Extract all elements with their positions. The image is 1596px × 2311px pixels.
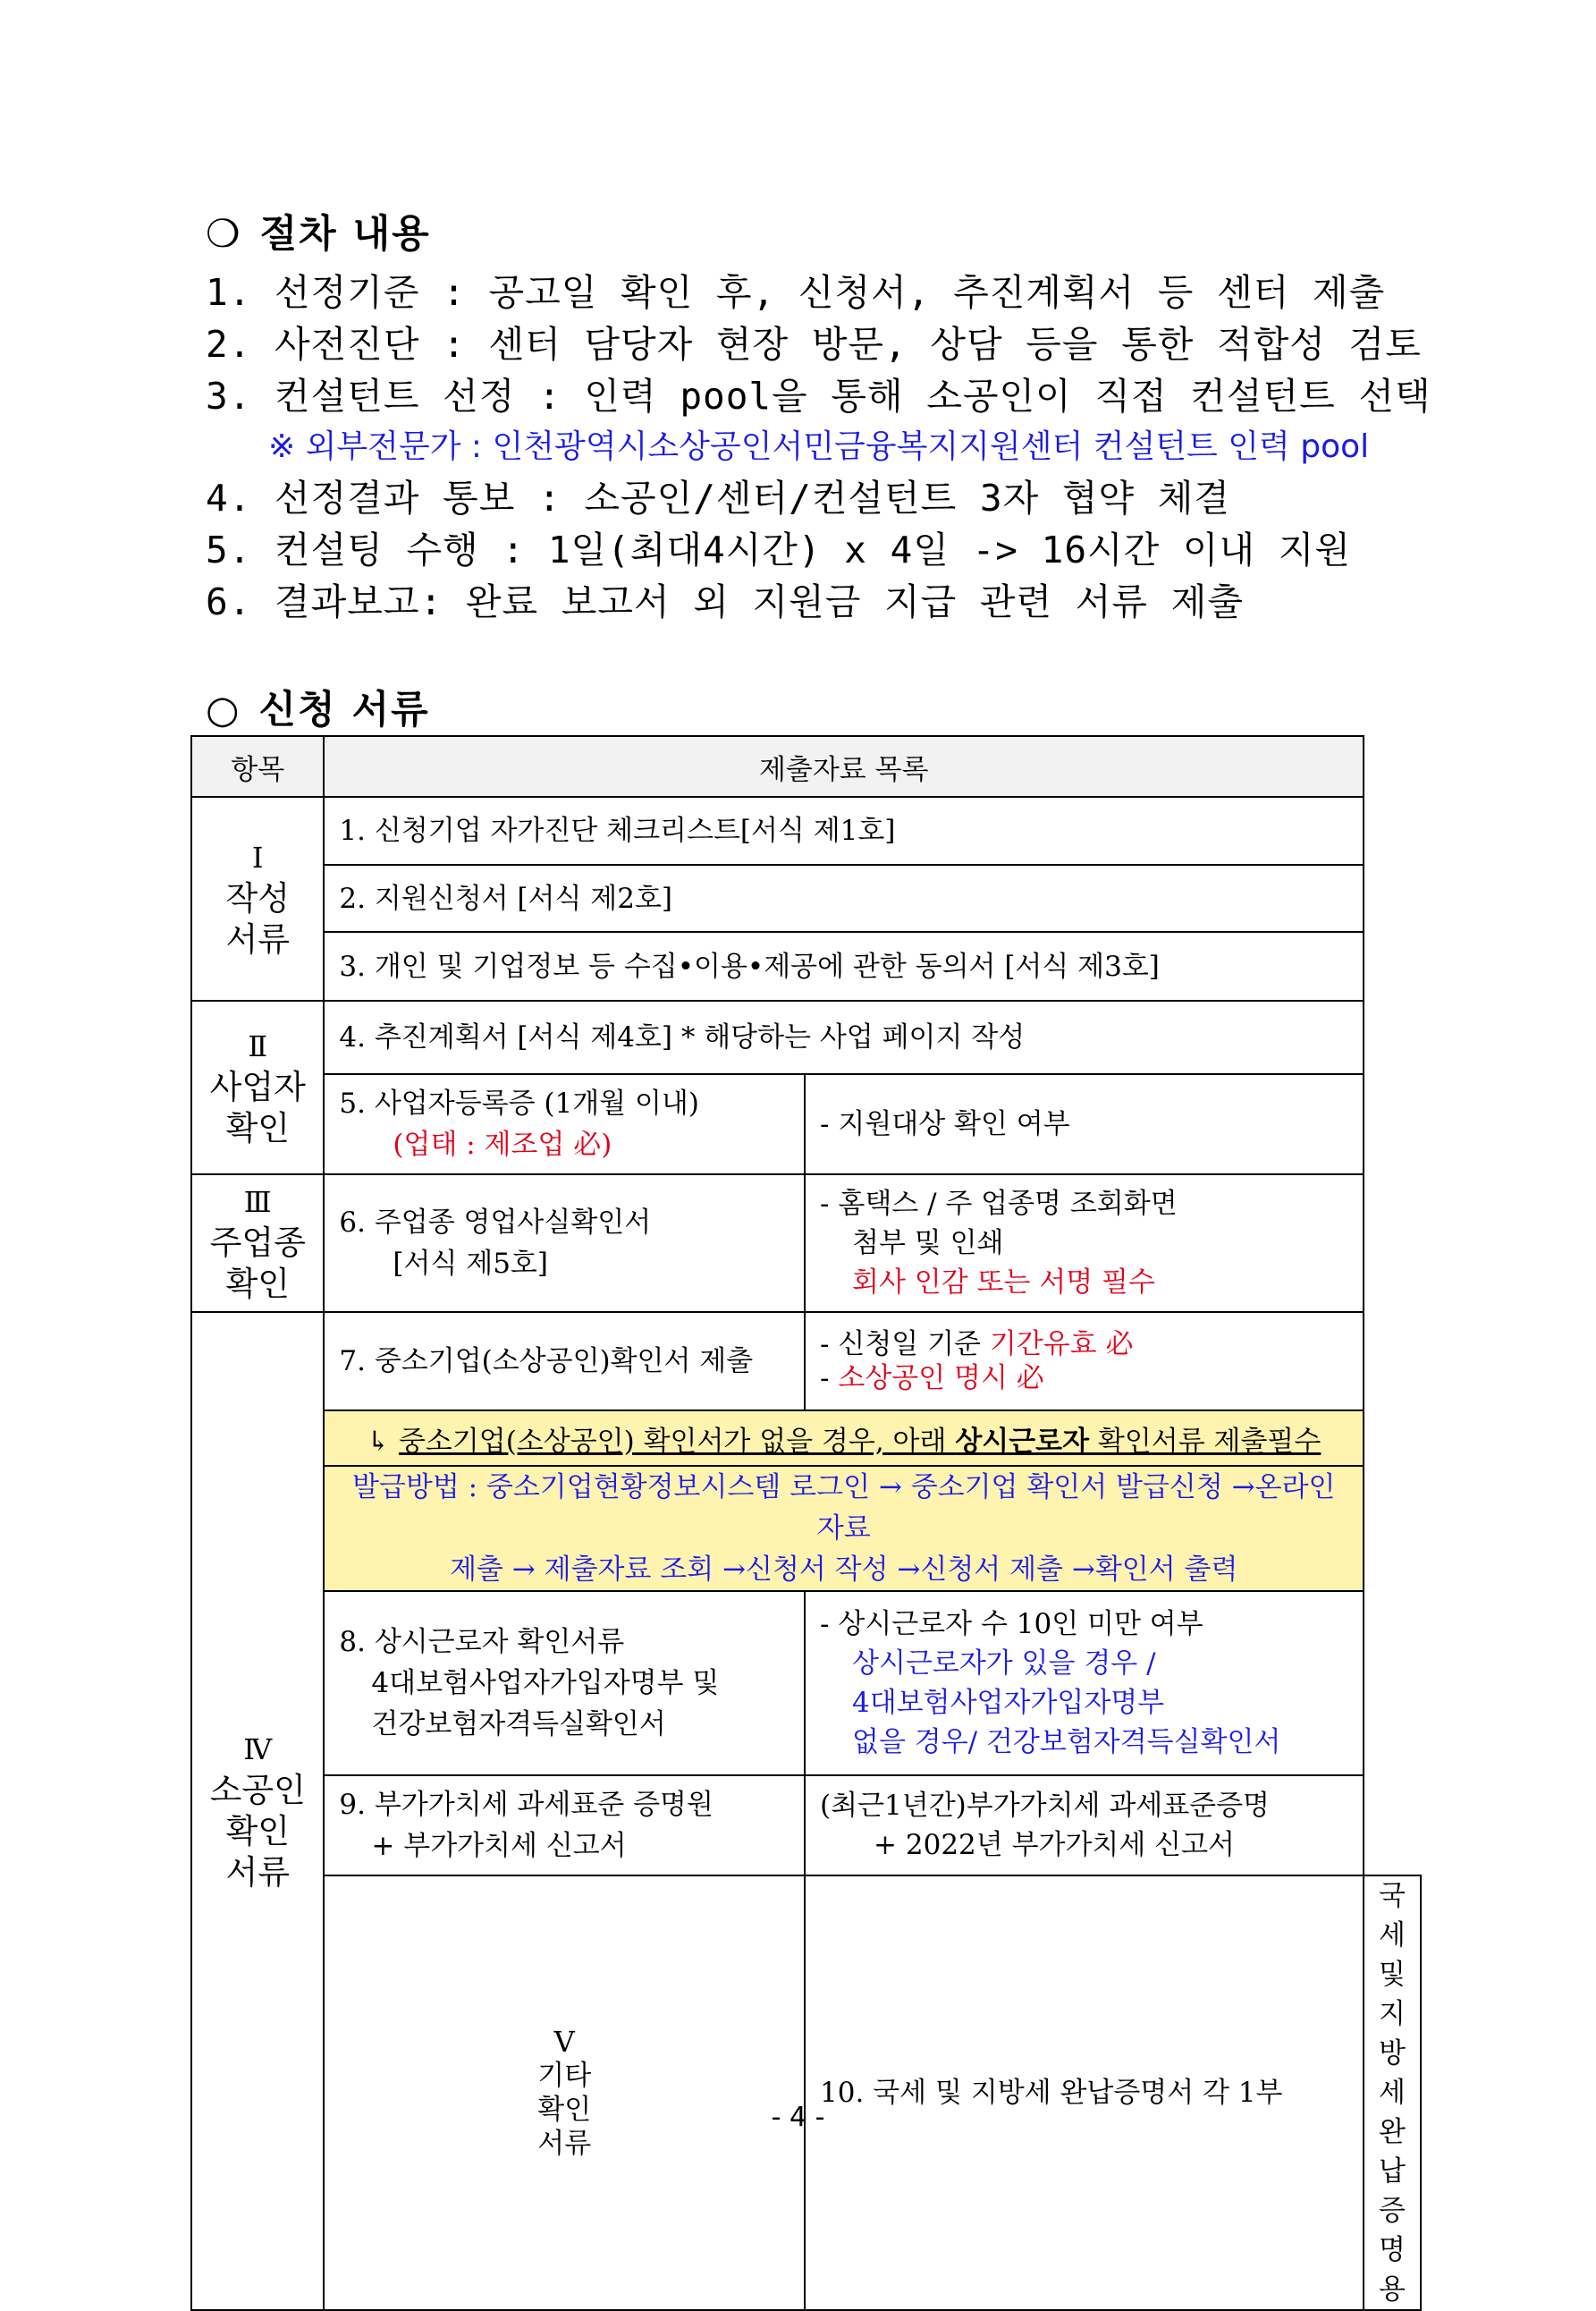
doc-item-8: 8. 상시근로자 확인서류 4대보험사업자가입자명부 및 건강보험자격득실확인서 — [324, 1591, 805, 1775]
doc-item-6: 6. 주업종 영업사실확인서 [서식 제5호] — [324, 1174, 805, 1312]
circle-bullet-icon: ○ — [206, 688, 241, 732]
documents-table — [190, 735, 1422, 2311]
category-3: Ⅲ 주업종 확인 — [191, 1174, 324, 1312]
table-row — [191, 797, 1421, 865]
category-2: Ⅱ 사업자 확인 — [191, 1001, 324, 1174]
doc-note-6: - 홈택스 / 주 업종명 조회화면 첨부 및 인쇄 회사 인감 또는 서명 필수 — [805, 1174, 1364, 1312]
procedure-step: 3. 컨설턴트 선정 : 인력 pool을 통해 소공인이 직접 컨설턴트 선택 — [206, 375, 1431, 418]
table-row — [191, 1312, 1421, 1410]
procedure-step: 4. 선정결과 통보 : 소공인/센터/컨설턴트 3자 협약 체결 — [206, 477, 1231, 520]
procedure-step: 5. 컨설팅 수행 : 1일(최대4시간) x 4일 -> 16시간 이내 지원 — [206, 529, 1352, 571]
table-row — [191, 1875, 1421, 2310]
procedure-heading: ❍ 절차 내용 — [206, 212, 431, 257]
procedure-step: 2. 사전진단 : 센터 담당자 현장 방문, 상담 등을 통한 적합성 검토 — [206, 323, 1422, 366]
doc-item-5: 5. 사업자등록증 (1개월 이내) (업태 : 제조업 必) — [324, 1074, 805, 1174]
procedure-note: ※ 외부전문가 : 인천광역시소상공인서민금융복지지원센터 컨설턴트 인력 pool — [268, 428, 1370, 465]
table-row — [191, 932, 1421, 1001]
doc-note-5: - 지원대상 확인 여부 — [805, 1074, 1364, 1174]
category-4: Ⅳ 소공인 확인 서류 — [191, 1312, 324, 2310]
doc-item-7: 7. 중소기업(소상공인)확인서 제출 — [324, 1312, 805, 1410]
documents-heading: ○ 신청 서류 — [206, 688, 430, 732]
doc-note-10: 국세 및 지방세 완납증명용 — [1364, 1875, 1421, 2310]
doc-item-4: 4. 추진계획서 [서식 제4호] * 해당하는 사업 페이지 작성 — [324, 1001, 1364, 1074]
procedure-list — [206, 267, 1457, 628]
doc-item-1: 1. 신청기업 자가진단 체크리스트[서식 제1호] — [324, 797, 1364, 865]
circle-bullet-icon: ❍ — [206, 212, 242, 257]
table-row — [191, 1001, 1421, 1074]
procedure-step: 1. 선정기준 : 공고일 확인 후, 신청서, 추진계획서 등 센터 제출 — [206, 271, 1386, 314]
category-1: Ⅰ 작성 서류 — [191, 797, 324, 1001]
page-number: - 4 - — [771, 2102, 825, 2133]
required-notice: ↳ 중소기업(소상공인) 확인서가 없을 경우, 아래 상시근로자 확인서류 제출필수 — [324, 1410, 1364, 1466]
table-row — [191, 1174, 1421, 1312]
doc-note-9: (최근1년간)부가가치세 과세표준증명 + 2022년 부가가치세 신고서 — [805, 1775, 1364, 1875]
doc-item-2: 2. 지원신청서 [서식 제2호] — [324, 865, 1364, 932]
table-row — [191, 865, 1421, 932]
category-5: Ⅴ 기타 확인 서류 — [324, 1875, 805, 2310]
doc-item-9: 9. 부가가치세 과세표준 증명원 + 부가가치세 신고서 — [324, 1775, 805, 1875]
table-row — [191, 1410, 1421, 1466]
doc-note-8: - 상시근로자 수 10인 미만 여부 상시근로자가 있을 경우 / 4대보험사업자가입자명부 없을 경우/ 건강보험자격득실확인서 — [805, 1591, 1364, 1775]
doc-note-7: - 신청일 기준 기간유효 必 - 소상공인 명시 必 — [805, 1312, 1364, 1410]
table-row — [191, 1591, 1421, 1775]
procedure-step: 6. 결과보고: 완료 보고서 외 지원금 지급 관련 서류 제출 — [206, 580, 1244, 623]
doc-item-3: 3. 개인 및 기업정보 등 수집•이용•제공에 관한 동의서 [서식 제3호] — [324, 932, 1364, 1001]
column-header-item: 항목 — [191, 736, 324, 797]
table-row — [191, 1775, 1421, 1875]
issuance-method: 발급방법 : 중소기업현황정보시스템 로그인 → 중소기업 확인서 발급신청 →온라인자료 제출 → 제출자료 조회 →신청서 작성 →신청서 제출 →확인서 출력 — [324, 1466, 1364, 1591]
doc-item-10: 10. 국세 및 지방세 완납증명서 각 1부 — [805, 1875, 1364, 2310]
table-header-row — [191, 736, 1421, 797]
column-header-list: 제출자료 목록 — [324, 736, 1364, 797]
table-row — [191, 1466, 1421, 1591]
table-row — [191, 1074, 1421, 1174]
